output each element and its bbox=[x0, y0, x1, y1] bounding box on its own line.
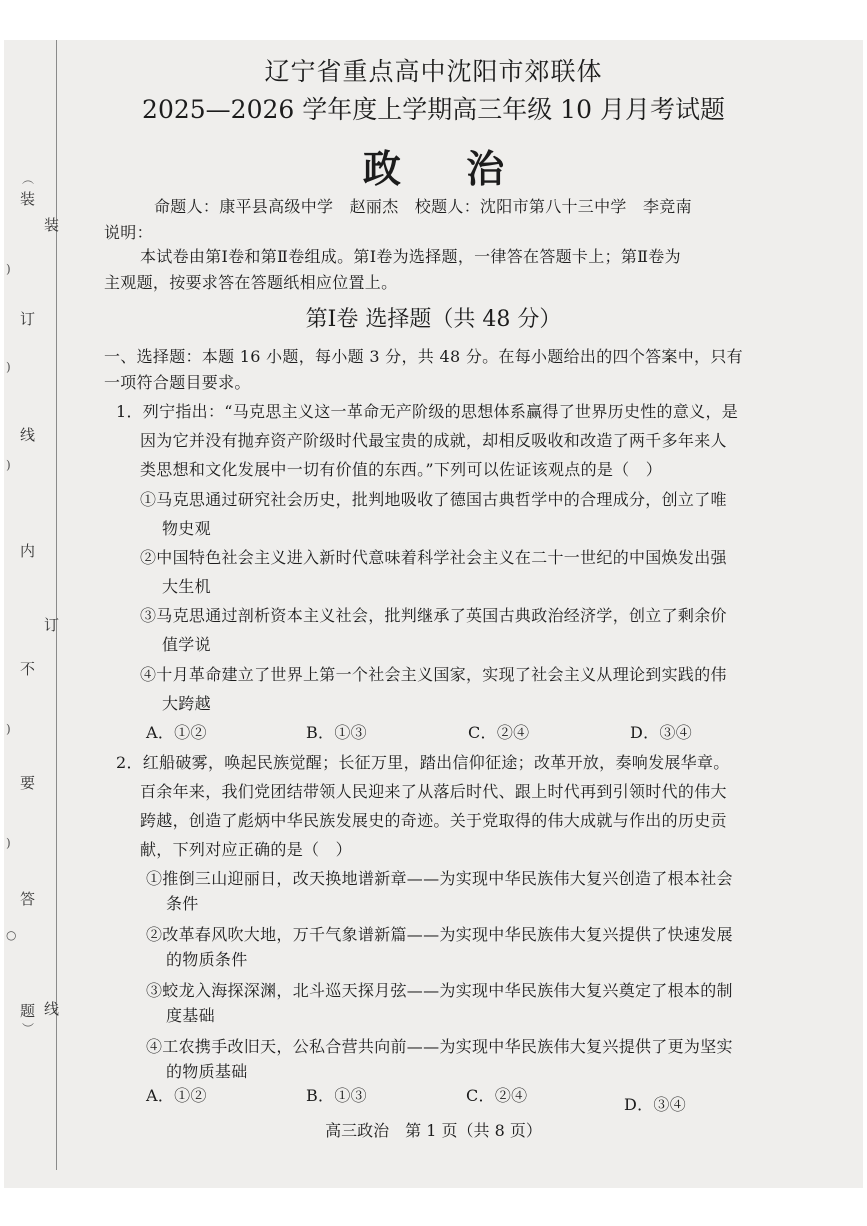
question-statement: ①推倒三山迎丽日，改天换地谱新章——为实现中华民族伟大复兴创造了根本社会 bbox=[146, 869, 733, 888]
question-text: 因为它并没有抛弃资产阶级时代最宝贵的成就，却相反吸收和改造了两千多年来人 bbox=[140, 431, 727, 450]
margin-char: 内 bbox=[20, 542, 36, 560]
margin-paren: ) bbox=[6, 360, 11, 374]
question-text: 跨越，创造了彪炳中华民族发展史的奇迹。关于党取得的伟大成就与作出的历史贡 bbox=[140, 811, 727, 830]
subject-title: 政 治 bbox=[362, 146, 531, 191]
margin-char: 装 bbox=[20, 190, 36, 208]
question-statement: 的物质条件 bbox=[166, 950, 248, 969]
question-statement: 大生机 bbox=[162, 577, 211, 596]
question-text: 2．红船破雾，唤起民族觉醒；长征万里，踏出信仰征途；改革开放，奏响发展华章。 bbox=[116, 753, 730, 772]
question-statement: ②中国特色社会主义进入新时代意味着科学社会主义在二十一世纪的中国焕发出强 bbox=[140, 548, 727, 567]
question-statement: 的物质基础 bbox=[166, 1062, 248, 1081]
answer-option: B．①③ bbox=[306, 1086, 367, 1105]
question-statement: 条件 bbox=[166, 894, 199, 913]
authors-line: 命题人：康平县高级中学 赵丽杰 校题人：沈阳市第八十三中学 李竞南 bbox=[154, 197, 692, 216]
question-text: 百余年来，我们党团结带领人民迎来了从落后时代、跟上时代再到引领时代的伟大 bbox=[140, 782, 727, 801]
question-statement: ②改革春风吹大地，万千气象谱新篇——为实现中华民族伟大复兴提供了快速发展 bbox=[146, 925, 733, 944]
question-statement: ①马克思通过研究社会历史，批判地吸收了德国古典哲学中的合理成分，创立了唯 bbox=[140, 490, 727, 509]
exam-title: 2025—2026 学年度上学期高三年级 10 月月考试题 bbox=[142, 95, 725, 124]
note-line: 主观题，按要求答在答题纸相应位置上。 bbox=[104, 273, 398, 292]
school-title: 辽宁省重点高中沈阳市郊联体 bbox=[264, 57, 603, 86]
answer-option: B．①③ bbox=[306, 723, 367, 742]
margin-paren: ) bbox=[6, 458, 11, 472]
margin-paren: ) bbox=[6, 262, 11, 276]
question-statement: 度基础 bbox=[166, 1006, 215, 1025]
margin-paren: ︵ bbox=[22, 172, 35, 186]
section-instruction: 一、选择题：本题 16 小题，每小题 3 分，共 48 分。在每小题给出的四个答案中，只有 bbox=[104, 347, 743, 366]
margin-paren: ○ bbox=[6, 928, 17, 942]
answer-option: D．③④ bbox=[630, 723, 693, 742]
question-text: 献，下列对应正确的是（ ） bbox=[140, 840, 352, 859]
section-instruction: 一项符合题目要求。 bbox=[104, 373, 251, 392]
margin-char: 订 bbox=[44, 616, 60, 634]
margin-char: 要 bbox=[20, 774, 36, 792]
answer-option: C．②④ bbox=[466, 1086, 528, 1105]
margin-char: 订 bbox=[20, 310, 36, 328]
margin-char: 答 bbox=[20, 890, 36, 908]
answer-option: A．①② bbox=[146, 1086, 207, 1105]
question-text: 类思想和文化发展中一切有价值的东西。”下列可以佐证该观点的是（ ） bbox=[140, 460, 663, 479]
question-statement: ③蛟龙入海探深渊，北斗巡天探月弦——为实现中华民族伟大复兴奠定了根本的制 bbox=[146, 981, 733, 1000]
note-label: 说明： bbox=[104, 223, 153, 242]
margin-char: 线 bbox=[20, 426, 36, 444]
question-statement: 值学说 bbox=[162, 635, 211, 654]
question-text: 1．列宁指出：“马克思主义这一革命无产阶级的思想体系赢得了世界历史性的意义，是 bbox=[116, 402, 739, 421]
margin-paren: ︶ bbox=[22, 1022, 35, 1036]
answer-option: A．①② bbox=[146, 723, 207, 742]
margin-char: 装 bbox=[44, 216, 60, 234]
margin-char: 线 bbox=[44, 1000, 60, 1018]
section-title: 第Ⅰ卷 选择题（共 48 分） bbox=[305, 307, 562, 332]
question-statement: 物史观 bbox=[162, 519, 211, 538]
answer-option: C．②④ bbox=[468, 723, 530, 742]
answer-option: D．③④ bbox=[624, 1095, 687, 1114]
margin-paren: ) bbox=[6, 836, 11, 850]
margin-char: 不 bbox=[20, 660, 36, 678]
question-statement: 大跨越 bbox=[162, 694, 211, 713]
note-line: 本试卷由第Ⅰ卷和第Ⅱ卷组成。第Ⅰ卷为选择题，一律答在答题卡上；第Ⅱ卷为 bbox=[140, 247, 681, 266]
question-statement: ③马克思通过剖析资本主义社会，批判继承了英国古典政治经济学，创立了剩余价 bbox=[140, 606, 727, 625]
question-statement: ④工农携手改旧天，公私合营共向前——为实现中华民族伟大复兴提供了更为坚实 bbox=[146, 1037, 733, 1056]
margin-char: 题 bbox=[20, 1002, 36, 1020]
page-footer: 高三政治 第 1 页（共 8 页） bbox=[325, 1121, 542, 1140]
question-statement: ④十月革命建立了世界上第一个社会主义国家，实现了社会主义从理论到实践的伟 bbox=[140, 665, 727, 684]
margin-paren: ) bbox=[6, 722, 11, 736]
